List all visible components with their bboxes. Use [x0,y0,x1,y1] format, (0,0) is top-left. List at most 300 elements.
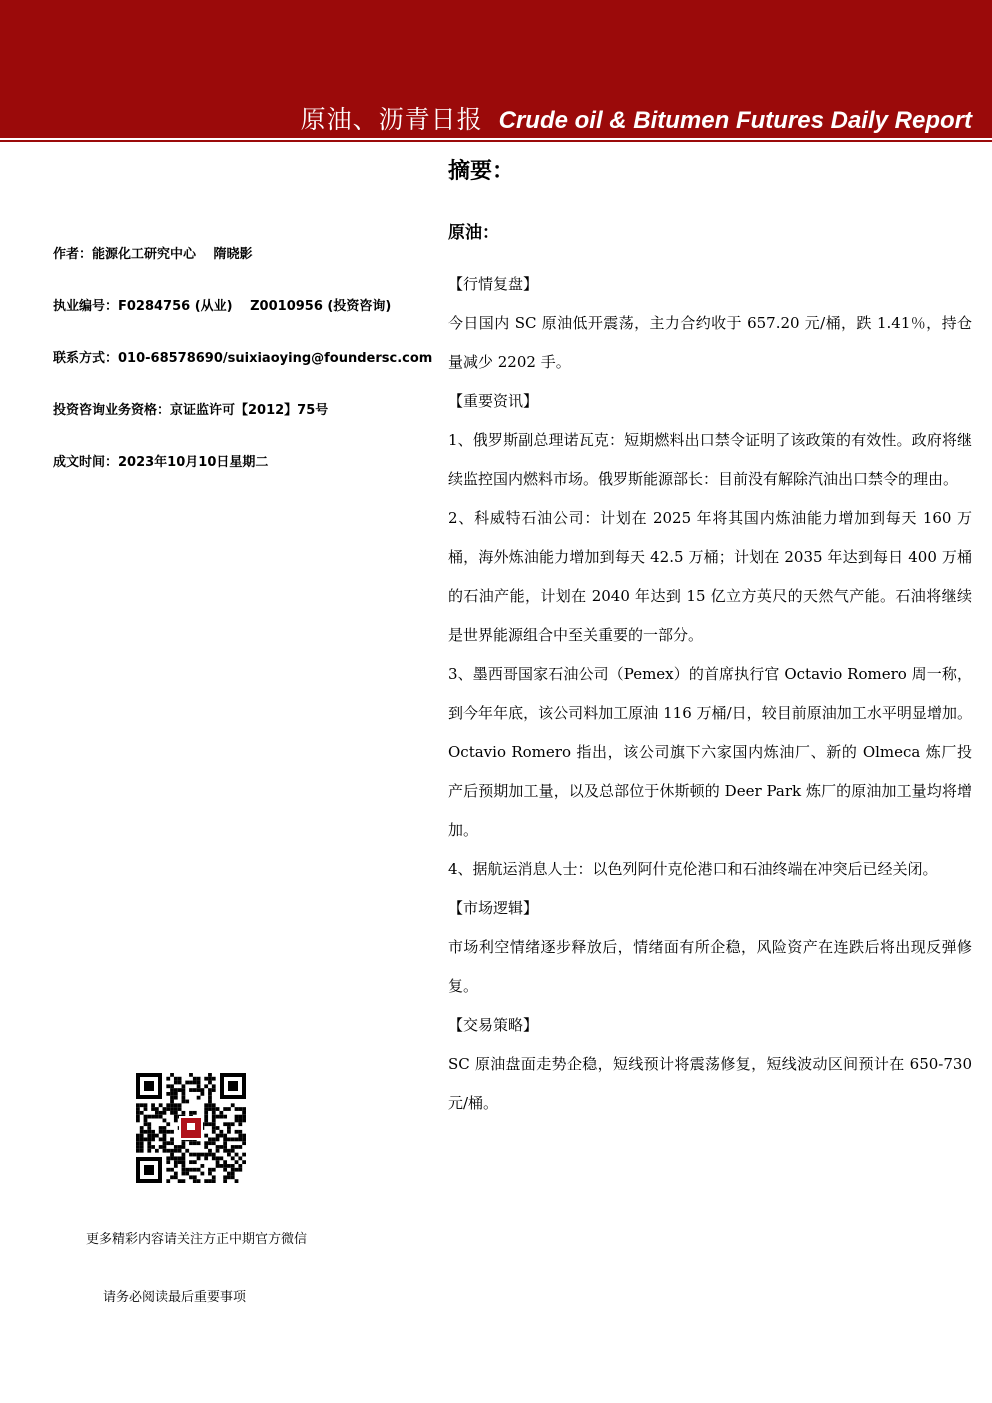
qr-module [212,1130,216,1134]
qr-module [204,1115,208,1119]
qr-module [235,1168,239,1172]
qr-module [182,1164,186,1168]
qr-module [147,1130,151,1134]
qr-module [216,1160,220,1164]
qr-module [212,1115,216,1119]
qr-module [140,1126,144,1130]
paragraph: SC 原油盘面走势企稳，短线预计将震荡修复，短线波动区间预计在 650-730 元/桶。 [448,1055,972,1112]
qr-module [231,1122,235,1126]
qr-module [208,1100,212,1104]
qr-module [242,1137,246,1141]
qr-module [163,1126,167,1130]
qr-module [151,1145,155,1149]
qr-module [227,1153,231,1157]
qr-module [193,1168,197,1172]
qr-module [200,1153,204,1157]
qr-module [185,1168,189,1172]
qr-module [242,1141,246,1145]
qr-module [204,1119,208,1123]
qr-module [155,1111,159,1115]
qr-module [163,1137,167,1141]
qr-module [189,1081,193,1085]
qr-module [223,1145,227,1149]
qr-module [204,1179,208,1183]
qr-module [144,1115,148,1119]
qr-module [227,1137,231,1141]
qr-module [155,1134,159,1138]
qr-module [193,1141,197,1145]
qr-module [235,1130,239,1134]
qr-module [174,1092,178,1096]
qr-module [163,1119,167,1123]
qr-module [182,1100,186,1104]
qr-module [242,1115,246,1119]
qr-module [144,1137,148,1141]
qr-module [147,1141,151,1145]
qr-module [200,1164,204,1168]
qr-module [144,1107,148,1111]
qr-module [163,1111,167,1115]
qr-module [174,1119,178,1123]
section-market-logic [448,889,972,1006]
qr-module [182,1179,186,1183]
qr-module [242,1111,246,1115]
qr-module [166,1122,170,1126]
qr-module [151,1130,155,1134]
qr-module [170,1107,174,1111]
qr-module [151,1103,155,1107]
qr-module [208,1092,212,1096]
qr-module [204,1153,208,1157]
contact-line: 联系方式：010-68578690/suixiaoying@foundersc.com [53,351,433,366]
qr-module [204,1156,208,1160]
qr-module [136,1103,140,1107]
qr-module [144,1103,148,1107]
qr-module [223,1160,227,1164]
qr-module [136,1115,140,1119]
qr-module [223,1137,227,1141]
qr-module [166,1092,170,1096]
qr-module [231,1103,235,1107]
qr-module [219,1134,223,1138]
qr-module [208,1179,212,1183]
qr-module [223,1149,227,1153]
qr-module [166,1179,170,1183]
qr-module [227,1164,231,1168]
qr-module [238,1119,242,1123]
qr-module [235,1153,239,1157]
qr-module [178,1081,182,1085]
qr-module [166,1107,170,1111]
qr-module [159,1111,163,1115]
qr-module [231,1168,235,1172]
section-trading-strategy [448,1006,972,1123]
qr-module [238,1168,242,1172]
qr-module [136,1119,140,1123]
qr-module [197,1077,201,1081]
qr-module [231,1172,235,1176]
qr-module [227,1107,231,1111]
qr-module [193,1077,197,1081]
qr-module [147,1134,151,1138]
qr-module [212,1153,216,1157]
qr-module [170,1073,174,1077]
qr-module [231,1156,235,1160]
qr-module [159,1145,163,1149]
section-market-review [448,265,972,382]
qr-module [204,1111,208,1115]
qr-module [189,1153,193,1157]
summary-content [448,155,972,1123]
qr-module [147,1137,151,1141]
qr-module [163,1130,167,1134]
qr-module [174,1107,178,1111]
qr-module [140,1130,144,1134]
qr-module [193,1088,197,1092]
author-line: 作者：能源化工研究中心 隋晓影 [53,247,253,262]
qr-module [208,1122,212,1126]
qr-module [174,1160,178,1164]
qr-module [208,1172,212,1176]
qr-module [185,1149,189,1153]
qr-module [242,1160,246,1164]
qr-module [151,1137,155,1141]
qr-module [140,1149,144,1153]
qr-module [166,1160,170,1164]
qr-module [163,1149,167,1153]
qr-module [204,1141,208,1145]
qr-module [174,1081,178,1085]
qr-module [223,1179,227,1183]
qr-module [197,1096,201,1100]
important-notice: 请务必阅读最后重要事项 [103,1290,247,1305]
qualification-line: 投资咨询业务资格：京证监许可【2012】75号 [53,403,329,418]
qr-module [182,1088,186,1092]
qr-module [216,1145,220,1149]
qr-module [219,1130,223,1134]
qr-module [238,1137,242,1141]
qr-module [197,1141,201,1145]
qr-module [223,1115,227,1119]
qr-module [212,1084,216,1088]
qr-module [238,1107,242,1111]
qr-module [216,1137,220,1141]
qr-module [212,1107,216,1111]
qr-module [178,1103,182,1107]
qr-module [208,1153,212,1157]
qr-module [136,1111,140,1115]
qr-module [204,1134,208,1138]
qr-caption: 更多精彩内容请关注方正中期官方微信 [86,1232,308,1247]
qr-module [170,1141,174,1145]
qr-module [166,1149,170,1153]
qr-module [204,1145,208,1149]
qr-module [208,1081,212,1085]
qr-module [219,1145,223,1149]
qr-module [208,1168,212,1172]
qr-module [182,1168,186,1172]
author-info [53,243,433,503]
qr-module [219,1156,223,1160]
qr-module [197,1168,201,1172]
qr-module [208,1088,212,1092]
qr-module [216,1149,220,1153]
qr-module [166,1168,170,1172]
qr-module [235,1145,239,1149]
qr-module [208,1073,212,1077]
qr-module [174,1172,178,1176]
section-title: 【市场逻辑】 [448,899,539,917]
qr-module [166,1103,170,1107]
qr-module [197,1088,201,1092]
qr-module [170,1168,174,1172]
qr-module [235,1115,239,1119]
qr-module [170,1149,174,1153]
qr-module [231,1137,235,1141]
qr-module [216,1164,220,1168]
qr-module [242,1107,246,1111]
qr-module [182,1160,186,1164]
qr-module [182,1153,186,1157]
qr-module [174,1115,178,1119]
qr-module [166,1156,170,1160]
qr-module [193,1153,197,1157]
qr-module [170,1088,174,1092]
qr-module [166,1141,170,1145]
qr-module [178,1156,182,1160]
qr-module [140,1145,144,1149]
qr-module [178,1149,182,1153]
qr-module [189,1168,193,1172]
section-title: 【重要资讯】 [448,392,539,410]
qr-module [178,1107,182,1111]
qr-module [197,1156,201,1160]
qr-module [219,1115,223,1119]
report-title-en: Crude oil & Bitumen Futures Daily Report [498,107,972,134]
qr-module [204,1107,208,1111]
qr-module [182,1092,186,1096]
qr-module [182,1111,186,1115]
qr-module [193,1160,197,1164]
qr-module [174,1175,178,1179]
qr-module [223,1134,227,1138]
qr-module [147,1149,151,1153]
qr-module [231,1175,235,1179]
qr-module [189,1160,193,1164]
qr-module [242,1119,246,1123]
qr-module [147,1126,151,1130]
qr-module [208,1096,212,1100]
qr-module [238,1134,242,1138]
qr-module [185,1172,189,1176]
qr-module [174,1164,178,1168]
qr-module [189,1175,193,1179]
qr-module [212,1119,216,1123]
qr-module [219,1111,223,1115]
qr-module [238,1115,242,1119]
qr-module [170,1175,174,1179]
qr-module [147,1115,151,1119]
qr-module [227,1172,231,1176]
qr-module [170,1111,174,1115]
qr-module [197,1084,201,1088]
qr-module [182,1156,186,1160]
qr-module [238,1156,242,1160]
qr-module [155,1107,159,1111]
qr-module [212,1111,216,1115]
qr-module [182,1141,186,1145]
qr-module [166,1130,170,1134]
qr-module [197,1179,201,1183]
news-item: 1、俄罗斯副总理诺瓦克：短期燃料出口禁令证明了该政策的有效性。政府将继续监控国内燃料市场。俄罗斯能源部长：目前没有解除汽油出口禁令的理由。 [448,431,972,488]
qr-module [238,1122,242,1126]
qr-module [159,1115,163,1119]
qr-module [208,1077,212,1081]
qr-module [189,1088,193,1092]
qr-module [200,1172,204,1176]
qr-module [223,1107,227,1111]
qr-module [216,1107,220,1111]
qr-module [238,1130,242,1134]
qr-module [223,1122,227,1126]
qr-module [166,1084,170,1088]
qr-module [197,1153,201,1157]
qr-module [189,1141,193,1145]
qr-module [227,1122,231,1126]
qr-module [242,1134,246,1138]
qr-module [223,1168,227,1172]
qr-module [174,1145,178,1149]
qr-module [144,1122,148,1126]
qr-module [189,1111,193,1115]
qr-module [185,1100,189,1104]
section-title: 【行情复盘】 [448,275,539,293]
qr-module [147,1145,151,1149]
qr-module [140,1141,144,1145]
qr-module [163,1107,167,1111]
qr-module [182,1172,186,1176]
qr-module [227,1149,231,1153]
qr-module [155,1149,159,1153]
header-divider [0,140,992,142]
qr-module [216,1156,220,1160]
qr-module [193,1081,197,1085]
qr-module [193,1175,197,1179]
qr-module [227,1175,231,1179]
qr-module [174,1096,178,1100]
qr-module [212,1137,216,1141]
qr-module [212,1122,216,1126]
qr-module [178,1179,182,1183]
qr-module [136,1134,140,1138]
qr-module [235,1179,239,1183]
qr-module [212,1156,216,1160]
qr-module [212,1175,216,1179]
summary-heading: 摘要： [448,159,515,184]
qr-module [170,1096,174,1100]
qr-module [166,1077,170,1081]
paragraph: 市场利空情绪逐步释放后，情绪面有所企稳，风险资产在连跌后将出现反弹修复。 [448,938,972,995]
wechat-qr-code [136,1073,246,1183]
qr-module [170,1084,174,1088]
qr-module [140,1111,144,1115]
qr-module [136,1107,140,1111]
qr-module [155,1115,159,1119]
qr-module [208,1137,212,1141]
qr-module [223,1164,227,1168]
report-title-cn: 原油、沥青日报 [300,105,483,134]
qr-module [163,1145,167,1149]
qr-module [136,1149,140,1153]
qr-module [136,1145,140,1149]
qr-module [238,1164,242,1168]
qr-module [235,1160,239,1164]
qr-module [212,1168,216,1172]
qr-module [151,1107,155,1111]
qr-module [238,1145,242,1149]
license-number-line: 执业编号：F0284756 (从业) Z0010956 (投资咨询) [53,299,392,314]
qr-module [197,1081,201,1085]
news-item: 2、科威特石油公司：计划在 2025 年将其国内炼油能力增加到每天 160 万桶，海外炼油能力增加到每天 42.5 万桶；计划在 2035 年达到每日 400 万桶的石油产能，计划在 2040 年达到 15 亿立方英尺的天然气产能。石油将继续是世界能源组合中至关重要的一部分。 [448,509,972,644]
qr-module [159,1137,163,1141]
qr-module [170,1130,174,1134]
qr-module [178,1077,182,1081]
qr-module [151,1134,155,1138]
qr-module [170,1100,174,1104]
qr-module [174,1111,178,1115]
qr-module [163,1141,167,1145]
qr-module [170,1156,174,1160]
qr-module [216,1115,220,1119]
qr-module [182,1084,186,1088]
qr-module [174,1149,178,1153]
qr-module [223,1141,227,1145]
qr-module [212,1141,216,1145]
qr-module [231,1145,235,1149]
qr-module [147,1122,151,1126]
qr-module [193,1111,197,1115]
qr-module [231,1164,235,1168]
news-item: 3、墨西哥国家石油公司（Pemex）的首席执行官 Octavio Romero 周一称，到今年年底，该公司料加工原油 116 万桶/日，较目前原油加工水平明显增加。Octavio Romero 指出，该公司旗下六家国内炼油厂、新的 Olmeca 炼厂投产后预期加工量，以及总部位于休斯顿的 Deer Park 炼厂的原油加工量均将增加。 [448,665,972,839]
qr-module [185,1081,189,1085]
qr-module [212,1126,216,1130]
qr-module [212,1077,216,1081]
qr-module [140,1137,144,1141]
qr-module [227,1126,231,1130]
qr-module [170,1153,174,1157]
qr-module [216,1126,220,1130]
qr-module [182,1145,186,1149]
qr-module [189,1073,193,1077]
qr-module [212,1088,216,1092]
section-title: 【交易策略】 [448,1016,539,1034]
qr-module [170,1137,174,1141]
qr-module [208,1149,212,1153]
qr-module [235,1137,239,1141]
qr-module [178,1088,182,1092]
qr-module [204,1077,208,1081]
crude-oil-heading: 原油： [448,223,499,243]
qr-module [174,1077,178,1081]
qr-module [140,1134,144,1138]
report-title [301,100,972,136]
qr-module [159,1126,163,1130]
qr-module [136,1137,140,1141]
qr-module [235,1107,239,1111]
qr-module [212,1179,216,1183]
qr-module [140,1103,144,1107]
date-line: 成文时间：2023年10月10日星期二 [53,455,269,470]
